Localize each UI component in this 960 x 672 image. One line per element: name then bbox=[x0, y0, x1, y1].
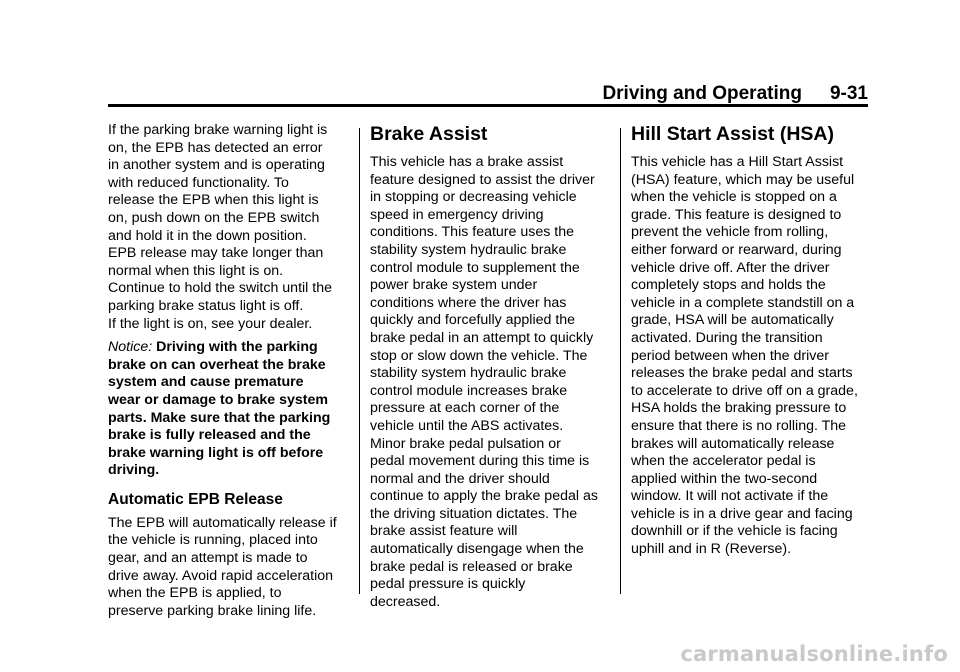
column-divider-1 bbox=[359, 128, 360, 594]
page-number: 9-31 bbox=[829, 83, 868, 104]
brake-assist-heading: Brake Assist bbox=[370, 123, 488, 145]
header-rule bbox=[108, 104, 868, 107]
notice-paragraph bbox=[108, 339, 352, 480]
automatic-epb-release-heading: Automatic EPB Release bbox=[108, 490, 283, 508]
column-divider-2 bbox=[620, 128, 621, 594]
notice-text: Driving with the parking brake on can overheat the brake system and cause premature wear or damage to brake system parts. Make sure that the parking brake is fully released and the brake warning light is off before driving. bbox=[108, 339, 331, 479]
notice-label: Notice: bbox=[108, 339, 153, 356]
section-title: Driving and Operating bbox=[602, 83, 802, 104]
epb-release-paragraph: The EPB will automatically release if the vehicle is running, placed into gear, and an attempt is made to drive away. Avoid rapid acceleration when the EPB is applied, to preserve parking brake lining life. bbox=[108, 514, 337, 619]
hill-start-assist-heading: Hill Start Assist (HSA) bbox=[631, 123, 834, 145]
column-3 bbox=[631, 122, 871, 565]
epb-warning-paragraph: If the parking brake warning light is on, the EPB has detected an error in another system and is operating with reduced functionality. To release the EPB when this light is on, push down on the EPB switch and hold it in the down position. EPB release may take longer than normal when this light is on. Continue to hold the switch until the parking brake status light is off. If the light is on, see your dealer. bbox=[108, 122, 332, 332]
column-1 bbox=[108, 122, 352, 626]
watermark: carmanualsonline.info bbox=[680, 642, 948, 666]
brake-assist-paragraph: This vehicle has a brake assist feature designed to assist the driver in stopping or decreasing vehicle speed in emergency driving conditions. This feature uses the stability system hydraulic brake control module to supplement the power brake system under conditions where the driver has quickly and forcefully applied the brake pedal in an attempt to quickly stop or slow down the vehicle. The stability system hydraulic brake control module increases brake pressure at each corner of the vehicle until the ABS activates. Minor brake pedal pulsation or pedal movement during this time is normal and the driver should continue to apply the brake pedal as the driving situation dictates. The brake assist feature will automatically disengage when the brake pedal is released or brake pedal pressure is quickly decreased. bbox=[370, 154, 598, 610]
page-header bbox=[108, 82, 868, 106]
column-2 bbox=[370, 122, 610, 617]
hill-start-assist-paragraph: This vehicle has a Hill Start Assist (HSA) feature, which may be useful when the vehicle is stopped on a grade. This feature is designed to prevent the vehicle from rolling, either forward or rearward, during vehicle drive off. After the driver completely stops and holds the vehicle in a complete standstill on a grade, HSA will be automatically activated. During the transition period between when the driver releases the brake pedal and starts to accelerate to drive off on a grade, HSA holds the braking pressure to ensure that there is no rolling. The brakes will automatically release when the accelerator pedal is applied within the two-second window. It will not activate if the vehicle is in a drive gear and facing downhill or if the vehicle is facing uphill and in R (Reverse). bbox=[631, 154, 858, 558]
